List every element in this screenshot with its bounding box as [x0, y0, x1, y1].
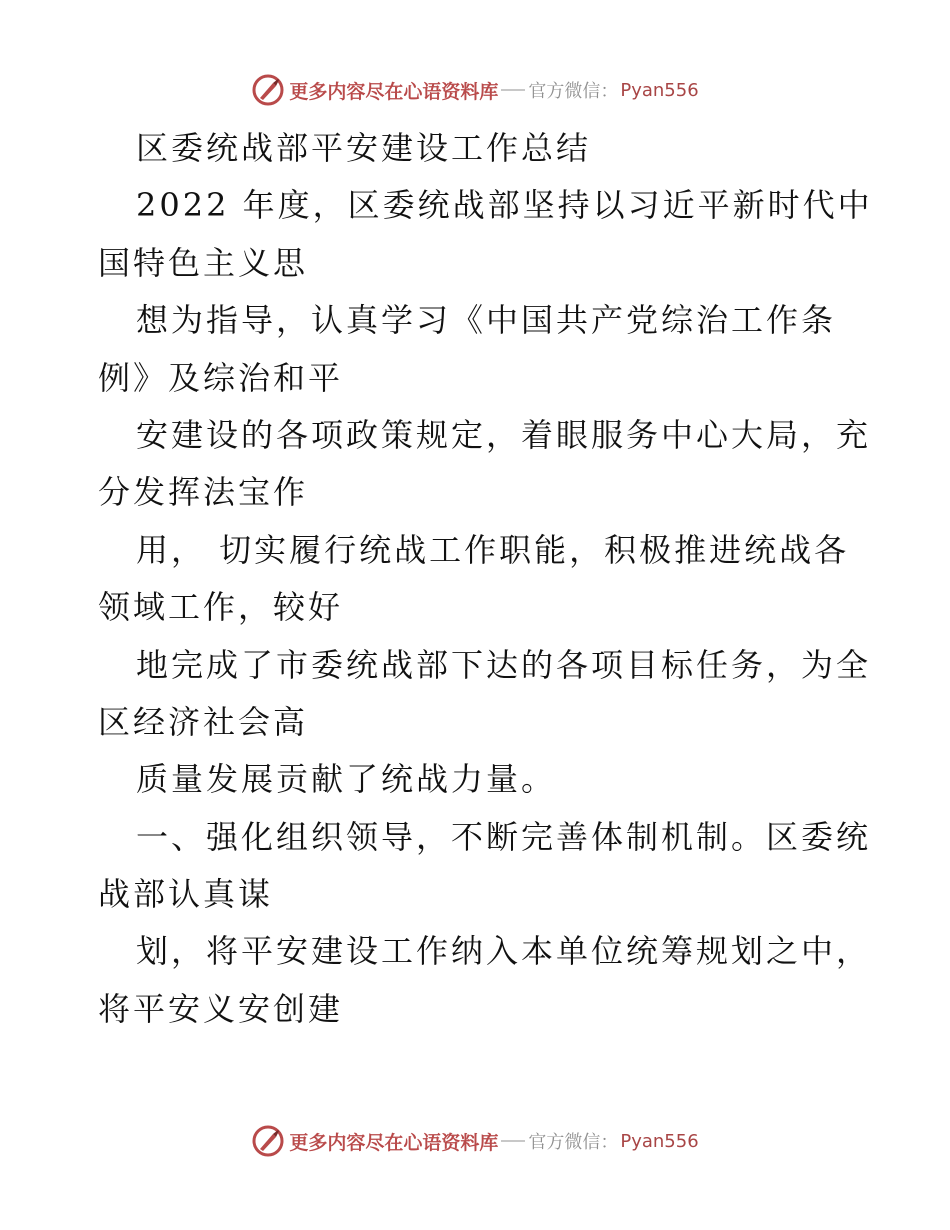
- text-line: 分发挥法宝作: [98, 473, 309, 512]
- text-line: 战部认真谋: [98, 875, 274, 914]
- watermark-sub-text: 官方微信：: [528, 81, 619, 102]
- watermark-divider: [501, 89, 525, 91]
- watermark-wechat-id: Pyan556: [620, 79, 699, 101]
- quill-logo-icon: [251, 73, 285, 107]
- watermark-divider: [501, 1140, 525, 1142]
- text-line: 划，将平安建设工作纳入本单位统筹规划之中，: [136, 932, 872, 971]
- text-line: 将平安义安创建: [98, 989, 344, 1028]
- text-line: 用， 切实履行统战工作职能，积极推进统战各: [136, 530, 850, 569]
- text-line: 安建设的各项政策规定，着眼服务中心大局，充: [136, 415, 872, 454]
- text-line: 例》及综治和平: [98, 358, 344, 397]
- text-line: 想为指导，认真学习《中国共产党综治工作条: [136, 301, 837, 340]
- watermark-main-text: 更多内容尽在心语资料库: [289, 80, 499, 103]
- watermark-wechat-id: Pyan556: [620, 1130, 699, 1152]
- text-line: 一、强化组织领导，不断完善体制机制。区委统: [136, 817, 872, 856]
- quill-logo-icon: [251, 1124, 285, 1158]
- text-line: 区经济社会高: [98, 702, 309, 741]
- text-line: 领域工作，较好: [98, 588, 344, 627]
- watermark-sub-text: 官方微信：: [528, 1132, 619, 1153]
- document-title: 区委统战部平安建设工作总结: [136, 129, 592, 167]
- text-line: 国特色主义思: [98, 243, 309, 282]
- document-body: [98, 120, 873, 1038]
- text-line: 地完成了市委统战部下达的各项目标任务，为全: [136, 645, 872, 684]
- text-line: 2022 年度，区委统战部坚持以习近平新时代中: [136, 186, 873, 225]
- watermark-main-text: 更多内容尽在心语资料库: [289, 1131, 499, 1154]
- watermark-banner-top: [0, 70, 950, 110]
- watermark-banner-bottom: [0, 1121, 950, 1161]
- text-line: 质量发展贡献了统战力量。: [136, 760, 557, 799]
